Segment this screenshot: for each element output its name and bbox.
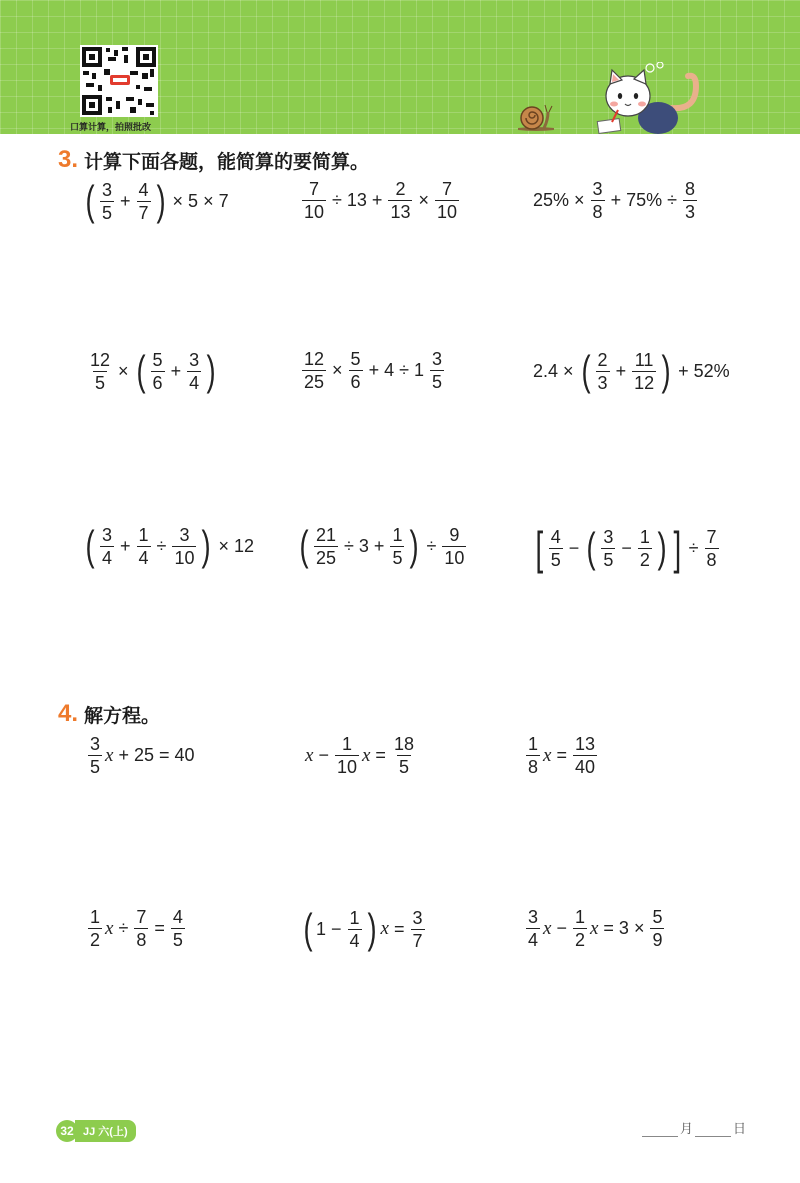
snail-icon	[516, 100, 556, 137]
section-4-text: 解方程。	[84, 705, 161, 727]
section-4-number: 4.	[58, 700, 79, 727]
month-label: 月	[680, 1121, 694, 1136]
equation-4-2: x − $\frac{1}{10}$ x = $\frac{18}{5}$	[305, 734, 414, 777]
problem-3-2: $\frac{7}{10}$ ÷ 13 + $\frac{2}{13}$ × $\frac{7}{10}$	[304, 179, 458, 222]
cat-illustration-icon	[596, 62, 708, 141]
equation-4-1: 3 5 x + 25 = 40	[90, 734, 195, 777]
problem-3-7: ( 3 4 + $\frac{1}{4}$ ÷ $\frac{3}{10}$ ) × 12	[85, 522, 255, 569]
grade-label: JJ 六(上)	[75, 1120, 136, 1142]
qr-code-icon[interactable]	[80, 45, 158, 117]
section-4-title	[58, 700, 160, 728]
section-3-text: 计算下面各题，能简算的要简算。	[84, 151, 370, 173]
section-3-number: 3.	[58, 146, 79, 173]
page-number: 32	[56, 1120, 78, 1142]
date-field	[640, 1118, 746, 1137]
header-banner	[0, 0, 800, 134]
problem-3-5: $\frac{12}{25}$ × $\frac{5}{6}$ + 4 ÷ 1 3 5	[304, 349, 442, 392]
equation-4-3: 1 8 x = $\frac{13}{40}$	[528, 734, 595, 777]
equation-4-6: 3 4 x − $\frac{1}{2}$ x = 3 × $\frac{5}{9}$	[528, 907, 663, 950]
problem-3-8: ( $\frac{21}{25}$ ÷ 3 + $\frac{1}{5}$ ) ÷ $\frac{9}{10}$	[299, 522, 465, 569]
day-label: 日	[733, 1121, 747, 1136]
page-footer-left	[56, 1120, 136, 1142]
equation-4-5: ( 1 − $\frac{1}{4}$ ) x = $\frac{3}{7}$	[303, 905, 423, 952]
problem-3-3: 25% × $\frac{3}{8}$ + 75% ÷ $\frac{8}{3}$	[533, 179, 695, 222]
problem-3-4: $\frac{12}{5}$ × ( 5 6 + $\frac{3}{4}$ )	[90, 347, 216, 394]
problem-3-1: ( 3 5 + $\frac{4}{7}$ ) × 5 × 7	[85, 177, 229, 224]
problem-3-9: [ 4 5 − ( 3 5 − $\frac{1}{2}$ ) ] ÷ $\frac{7}{8}$	[535, 522, 717, 574]
day-blank[interactable]	[695, 1122, 731, 1137]
equation-4-4: 1 2 x ÷ $\frac{7}{8}$ = $\frac{4}{5}$	[90, 907, 183, 950]
qr-caption: 口算计算，拍照批改	[70, 122, 152, 132]
month-blank[interactable]	[642, 1122, 678, 1137]
problem-3-6: 2.4 × ( 2 3 + $\frac{11}{12}$ ) + 52%	[533, 347, 730, 394]
section-3-title	[58, 146, 369, 174]
